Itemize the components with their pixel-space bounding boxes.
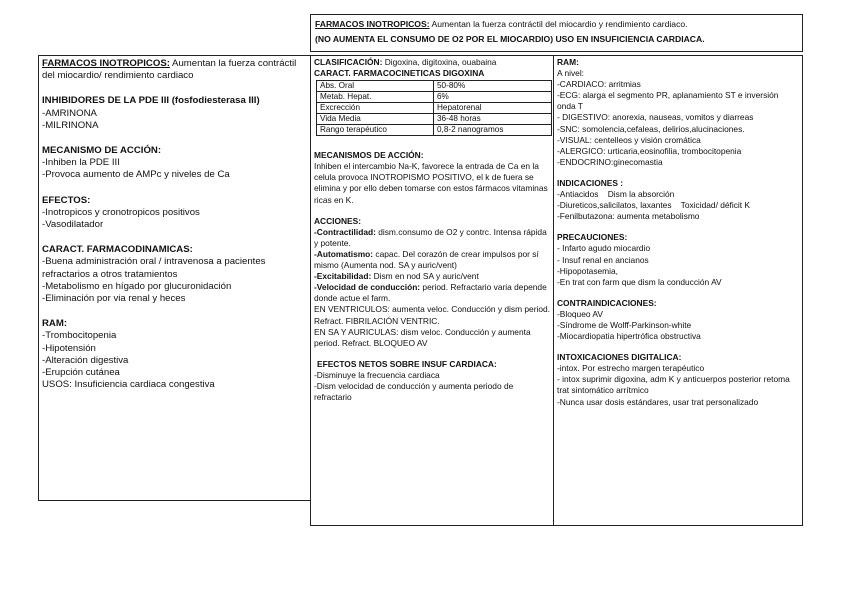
- right-column: [553, 55, 803, 526]
- efectos-item: -Vasodilatador: [42, 219, 104, 231]
- efectos-item: -Inotropicos y cronotropicos positivos: [42, 206, 200, 218]
- intro-title: FARMACOS INOTROPICOS:: [42, 58, 170, 69]
- ram-title: RAM:: [42, 318, 68, 330]
- header-title-rest: Aumentan la fuerza contráctil del miocardio y rendimiento cardiaco.: [429, 19, 688, 29]
- efectos-netos-item: -Dism velocidad de conducción y aumenta periodo de refractario: [314, 380, 514, 403]
- header-line-2: (NO AUMENTA EL CONSUMO DE O2 POR EL MIOCARDIO) USO EN INSUFICIENCIA CARDIACA.: [315, 34, 705, 44]
- intoxicaciones-item: -Nunca usar dosis estándares, usar trat personalizado: [557, 396, 759, 407]
- pk-param: Vida Media: [317, 114, 434, 125]
- contraindicaciones-title: CONTRAINDICACIONES:: [557, 297, 657, 308]
- pk-value: 50-80%: [434, 81, 552, 92]
- pk-row: [317, 103, 552, 114]
- contraindicaciones-item: -Síndrome de Wolff-Parkinson-white: [557, 319, 692, 330]
- ram-digoxina-title: RAM:: [557, 57, 579, 67]
- intoxicaciones-item: - intox suprimir digoxina, adm K y anticuerpos posterior retoma trat sintomático arrítmico: [557, 374, 790, 396]
- precauciones-section: [557, 232, 799, 287]
- farmacodinamicas-item: -Metabolismo en hígado por glucuronidación: [42, 280, 232, 292]
- indicaciones-item: -Fenilbutazona: aumenta metabolismo: [557, 211, 700, 222]
- ram-digoxina-item: -CARDIACO: arritmias: [557, 79, 641, 90]
- pk-param: Excrección: [317, 103, 434, 114]
- farmacodinamicas-item: -Buena administración oral / intravenosa a pacientes refractarios a otros tratamientos: [42, 256, 266, 280]
- indicaciones-title: INDICACIONES :: [557, 177, 624, 188]
- acciones-title: ACCIONES:: [314, 215, 361, 226]
- pk-row: [317, 114, 552, 125]
- pk-row: [317, 81, 552, 92]
- automatismo-entry: [314, 249, 550, 271]
- mecanismos-title: MECANISMOS DE ACCIÓN:: [314, 150, 424, 161]
- excitabilidad-label: -Excitabilidad:: [314, 271, 372, 282]
- ventriculos-text: EN VENTRICULOS: aumenta veloc. Conducción y dism period. Refract. FIBRILACIÓN VENTRIC.: [314, 304, 550, 326]
- automatismo-label: -Automatismo:: [314, 248, 374, 259]
- ram-digoxina-item: -ALERGICO: urticaria,eosinofilia, trombocitopenia: [557, 145, 742, 156]
- contraindicaciones-item: -Bloqueo AV: [557, 308, 603, 319]
- pk-value: 6%: [434, 92, 552, 103]
- header-line-1: [315, 17, 798, 32]
- ram-digoxina-item: - DIGESTIVO: anorexia, nauseas, vomitos y diarreas: [557, 112, 754, 123]
- pk-value: 0,8-2 nanogramos: [434, 125, 552, 136]
- pk-row: [317, 92, 552, 103]
- ram-digoxina-intro: A nivel:: [557, 68, 585, 79]
- mecanismo-item: -Provoca aumento de AMPc y niveles de Ca: [42, 169, 230, 181]
- contraindicaciones-section: [557, 298, 799, 342]
- mecanismos-section: [314, 150, 550, 205]
- excitabilidad-entry: [314, 271, 550, 282]
- efectos-netos-item: -Disminuye la frecuencia cardiaca: [314, 369, 440, 380]
- ram-item: -Trombocitopenia: [42, 330, 117, 342]
- clasificacion-label: CLASIFICACIÓN:: [314, 57, 383, 67]
- indicaciones-section: [557, 178, 799, 222]
- left-column: [38, 55, 310, 501]
- pde-item: -AMRINONA: [42, 107, 97, 119]
- acciones-section: [314, 216, 550, 349]
- mecanismo-section: [42, 145, 307, 182]
- automatismo-text: capac. Del corazón de crear impulsos por sí mismo (Aumenta nod. SA y auric/vent): [314, 248, 539, 271]
- ram-section: [42, 318, 307, 391]
- farmacodinamicas-section: [42, 244, 307, 305]
- efectos-title: EFECTOS:: [42, 194, 91, 206]
- efectos-section: [42, 195, 307, 232]
- intoxicaciones-title: INTOXICACIONES DIGITALICA:: [557, 352, 682, 363]
- velocidad-entry: [314, 282, 550, 304]
- precauciones-item: - Infarto agudo miocardio: [557, 243, 651, 254]
- contractilidad-text: dism.consumo de O2 y contrc. Intensa rápida y potente.: [314, 226, 547, 248]
- mecanismos-text: Inhiben el intercambio Na-K, favorece la entrada de Ca en la celula provoca INOTROPISMO POSITIVO, el k de fuera se elimina y por ello deben tomarse con estos fármacos vitaminas ricas en K.: [314, 161, 548, 205]
- pk-param: Rango terapéutico: [317, 125, 434, 136]
- ram-item: -Erupción cutánea: [42, 367, 120, 379]
- pk-param: Metab. Hepat.: [317, 92, 434, 103]
- farmacocineticas-title: CARACT. FARMACOCINETICAS DIGOXINA: [314, 68, 485, 79]
- indicaciones-item: -Antiacidos Dism la absorción: [557, 189, 675, 200]
- pk-table: [316, 80, 552, 136]
- ram-digoxina-item: -ECG: alarga el segmento PR, aplanamiento ST e inversión onda T: [557, 90, 779, 112]
- precauciones-title: PRECAUCIONES:: [557, 232, 628, 243]
- ram-digoxina-item: -SNC: somolencia,cefaleas, delirios,alucinaciones.: [557, 123, 745, 134]
- clasificacion-value: Digoxina, digitoxina, ouabaina: [382, 57, 497, 67]
- mecanismo-title: MECANISMO DE ACCIÓN:: [42, 145, 162, 157]
- velocidad-text: period. Refractario varia depende donde actue el farm.: [314, 282, 547, 304]
- precauciones-item: - Insuf renal en ancianos: [557, 254, 649, 265]
- farmacodinamicas-title: CARACT. FARMACODINAMICAS:: [42, 244, 193, 256]
- excitabilidad-text: Dism en nod SA y auric/vent: [371, 271, 479, 282]
- ram-item: -Alteración digestiva: [42, 354, 129, 366]
- ram-digoxina-item: -ENDOCRINO:ginecomastia: [557, 156, 663, 167]
- usos-text: USOS: Insuficiencia cardiaca congestiva: [42, 379, 215, 391]
- pde-title: INHIBIDORES DE LA PDE III (fosfodiesterasa III): [42, 95, 260, 107]
- ram-item: -Hipotensión: [42, 342, 96, 354]
- contraindicaciones-item: -Miocardiopatia hipertrófica obstructiva: [557, 331, 701, 342]
- velocidad-label: -Velocidad de conducción:: [314, 282, 421, 293]
- ram-digoxina-section: [557, 57, 799, 168]
- efectos-netos-title: EFECTOS NETOS SOBRE INSUF CARDIACA:: [317, 358, 497, 369]
- efectos-netos-section: [314, 359, 550, 403]
- header-box: [310, 14, 803, 52]
- intoxicaciones-item: -intox. Por estrecho margen terapéutico: [557, 363, 705, 374]
- pde-item: -MILRINONA: [42, 119, 99, 131]
- intro-text: Aumentan la fuerza contráctil del miocardio/ rendimiento cardiaco: [42, 58, 297, 82]
- auriculas-text: EN SA Y AURICULAS: dism veloc. Conducción y aumenta period. Refract. BLOQUEO AV: [314, 326, 531, 348]
- pde-section: [42, 95, 307, 132]
- pk-row: [317, 125, 552, 136]
- header-title-underlined: FARMACOS INOTROPICOS:: [315, 19, 430, 29]
- pk-param: Abs. Oral: [317, 81, 434, 92]
- contractilidad-entry: [314, 227, 550, 249]
- pk-value: 36-48 horas: [434, 114, 552, 125]
- pk-table-wrap: [314, 80, 550, 136]
- precauciones-item: -Hipopotasemia,: [557, 265, 618, 276]
- intoxicaciones-section: [557, 352, 799, 407]
- middle-column: [310, 55, 554, 526]
- indicaciones-item: -Diureticos,salicilatos, laxantes Toxicidad/ déficit K: [557, 200, 751, 211]
- precauciones-item: -En trat con farm que dism la conducción AV: [557, 276, 722, 287]
- ram-digoxina-item: -VISUAL: centelleos y visión cromática: [557, 134, 701, 145]
- farmacodinamicas-item: -Eliminación por via renal y heces: [42, 293, 186, 305]
- mecanismo-item: -Inhiben la PDE III: [42, 157, 120, 169]
- pk-value: Hepatorenal: [434, 103, 552, 114]
- clasificacion-section: [314, 57, 550, 79]
- contractilidad-label: -Contractilidad:: [314, 226, 376, 237]
- intro-section: [42, 58, 307, 82]
